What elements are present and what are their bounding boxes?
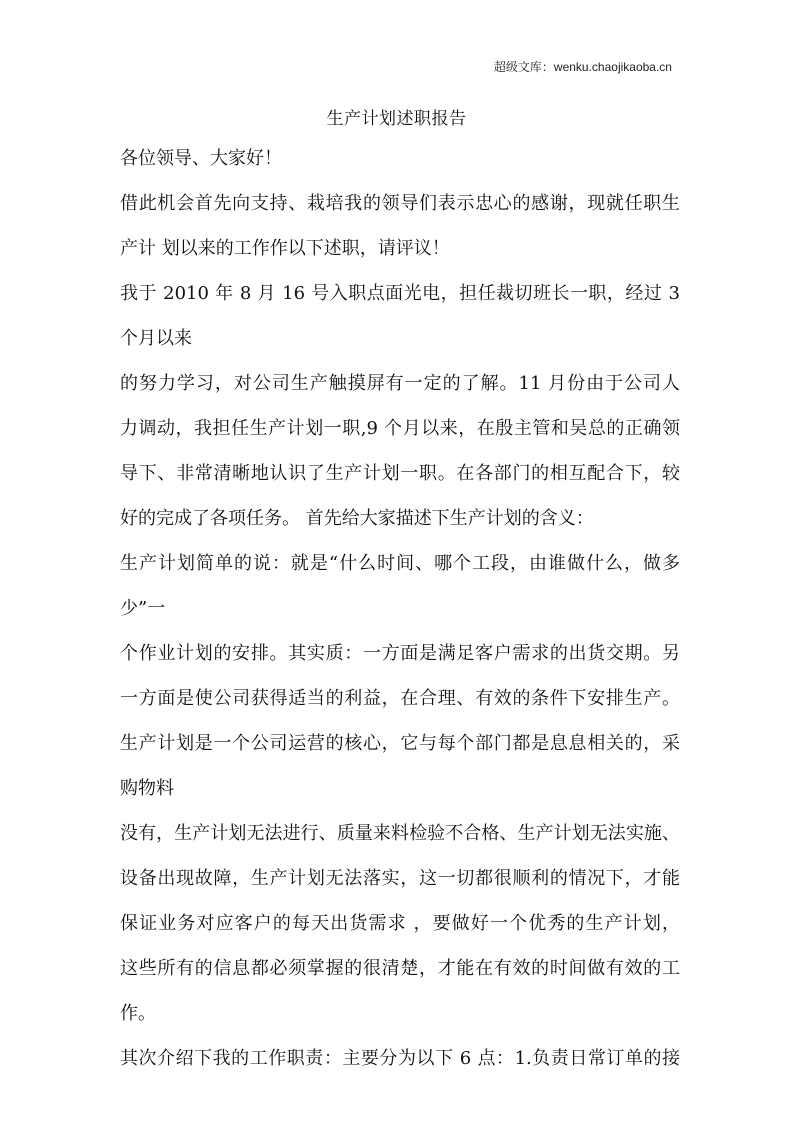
text-line: 这些所有的信息都必须掌握的很清楚，才能在有效的时间做有效的工 (120, 958, 680, 979)
text-line: 个月以来 (120, 328, 192, 349)
text-line: 其次介绍下我的工作职责：主要分为以下 6 点：1.负责日常订单的接 (120, 1048, 680, 1069)
text-line: 产计 划以来的工作作以下述职，请评议！ (120, 238, 450, 259)
text-line: 没有，生产计划无法进行、质量来料检验不合格、生产计划无法实施、 (120, 823, 680, 844)
document-title: 生产计划述职报告 (326, 109, 467, 129)
header-watermark: 超级文库：wenku.chaojikaoba.cn (493, 60, 672, 74)
text-line: 生产计划是一个公司运营的核心，它与每个部门都是息息相关的，采 (120, 733, 680, 754)
text-line: 借此机会首先向支持、栽培我的领导们表示忠心的感谢，现就任职生 (120, 193, 680, 214)
text-line: 购物料 (120, 778, 174, 799)
document-body (120, 144, 680, 1089)
text-line: 作。 (120, 1003, 156, 1024)
text-line: 保证业务对应客户的每天出货需求 ，要做好一个优秀的生产计划， (120, 913, 680, 934)
text-line: 导下、非常清晰地认识了生产计划一职。在各部门的相互配合下，较 (120, 463, 680, 484)
text-line: 设备出现故障，生产计划无法落实，这一切都很顺利的情况下，才能 (120, 868, 680, 889)
text-line: 生产计划简单的说：就是“什么时间、哪个工段，由谁做什么，做多 (120, 553, 680, 574)
text-line: 好的完成了各项任务。 首先给大家描述下生产计划的含义： (120, 508, 594, 529)
text-line: 力调动，我担任生产计划一职,9 个月以来，在殷主管和吴总的正确领 (120, 418, 680, 439)
text-line: 我于 2010 年 8 月 16 号入职点面光电，担任裁切班长一职，经过 3 (120, 283, 680, 304)
text-line: 少”一 (120, 598, 166, 619)
text-line: 的努力学习，对公司生产触摸屏有一定的了解。11 月份由于公司人 (120, 373, 680, 394)
text-line: 个作业计划的安排。其实质：一方面是满足客户需求的出货交期。另 (120, 643, 680, 664)
text-line: 各位领导、大家好！ (120, 148, 282, 169)
text-line: 一方面是使公司获得适当的利益，在合理、有效的条件下安排生产。 (120, 688, 680, 709)
